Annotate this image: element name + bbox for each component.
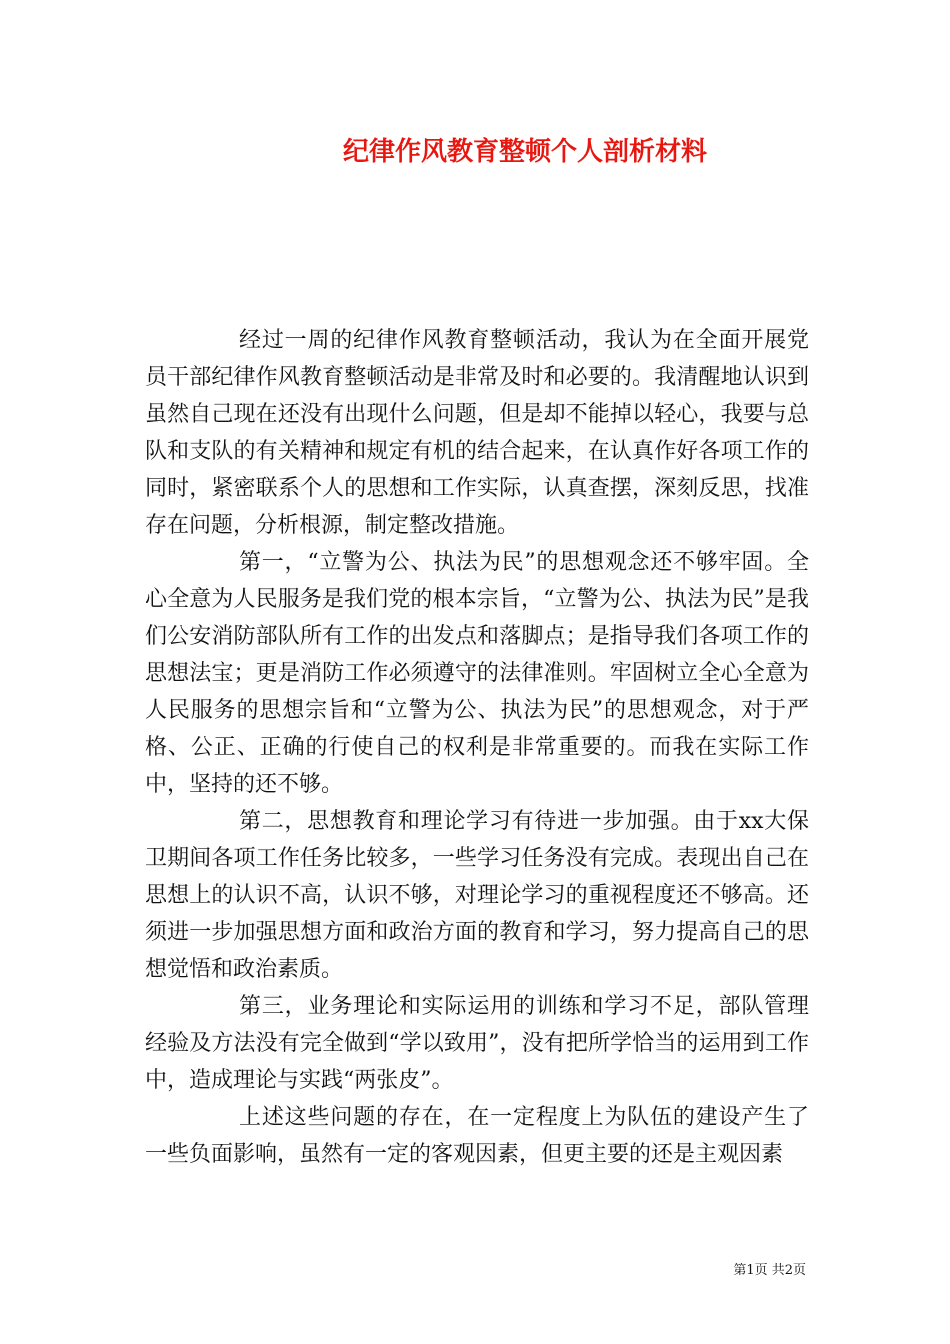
paragraph-summary: 上述这些问题的存在，在一定程度上为队伍的建设产生了一些负面影响，虽然有一定的客观因素，但更主要的还是主观因素 xyxy=(145,1105,809,1167)
paragraph-intro: 经过一周的纪律作风教育整顿活动，我认为在全面开展党员干部纪律作风教育整顿活动是非常及时和必要的。我清醒地认识到虽然自己现在还没有出现什么问题，但是却不能掉以轻心，我要与总队和支队的有关精神和规定有机的结合起来，在认真作好各项工作的同时，紧密联系个人的思想和工作实际，认真查摆，深刻反思，找准存在问题，分析根源，制定整改措施。 xyxy=(145,328,809,538)
paragraph-second-point: 第二，思想教育和理论学习有待进一步加强。由于xx大保卫期间各项工作任务比较多，一些学习任务没有完成。表现出自己在思想上的认识不高，认识不够，对理论学习的重视程度还不够高。还须进一步加强思想方面和政治方面的教育和学习，努力提高自己的思想觉悟和政治素质。 xyxy=(145,809,809,982)
page-number-footer: 第1页 共2页 xyxy=(733,1263,806,1278)
document-title: 纪律作风教育整顿个人剖析材料 xyxy=(342,137,707,167)
paragraph-third-point: 第三，业务理论和实际运用的训练和学习不足，部队管理经验及方法没有完全做到“学以致用”，没有把所学恰当的运用到工作中，造成理论与实践“两张皮”。 xyxy=(145,994,809,1093)
document-body xyxy=(145,322,809,1173)
paragraph-first-point: 第一，“立警为公、执法为民”的思想观念还不够牢固。全心全意为人民服务是我们党的根本宗旨，“立警为公、执法为民”是我们公安消防部队所有工作的出发点和落脚点；是指导我们各项工作的思想法宝；更是消防工作必须遵守的法律准则。牢固树立全心全意为人民服务的思想宗旨和“立警为公、执法为民”的思想观念，对于严格、公正、正确的行使自己的权利是非常重要的。而我在实际工作中，坚持的还不够。 xyxy=(145,550,809,797)
